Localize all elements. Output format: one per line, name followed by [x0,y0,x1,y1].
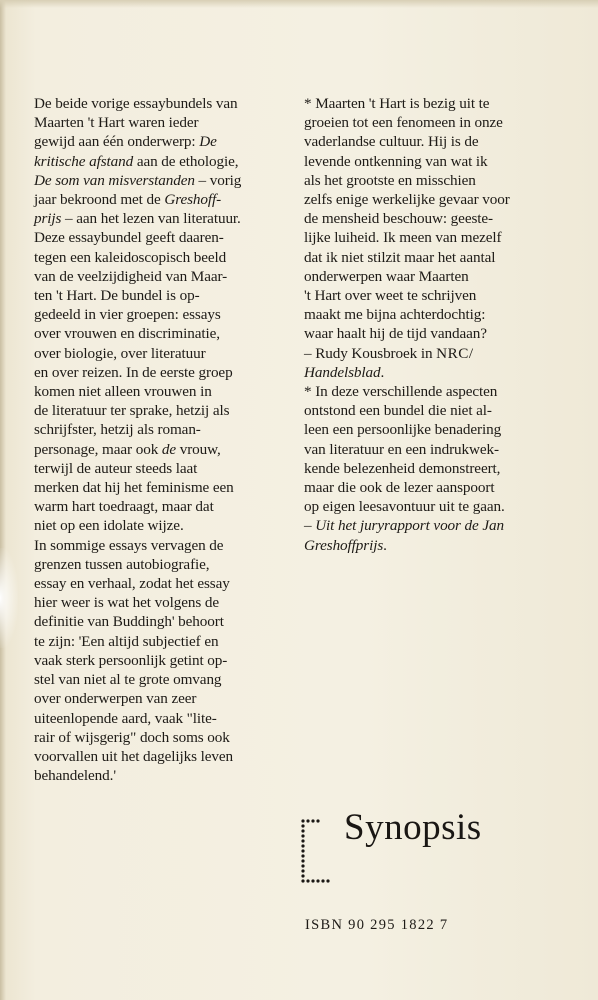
text-segment: komen niet alleen vrouwen in [34,383,212,401]
blurb-right-column [304,94,576,555]
text-segment: warm hart toedraagt, maar dat [34,498,214,516]
text-line [34,747,296,766]
text-segment: leen een persoonlijke benadering [304,421,502,439]
text-segment: maar die ook de lezer aanspoort [304,479,495,497]
small-caps-text: NRC [436,344,469,362]
text-line [304,171,576,190]
text-line [304,324,576,343]
text-line [34,190,296,209]
text-line [304,382,576,401]
text-segment: voorvallen uit het dagelijks leven [34,747,234,765]
text-line [304,459,576,478]
text-segment: over vrouwen en discriminatie, [34,325,220,343]
text-segment: groeien tot een fenomeen in onze [304,114,503,132]
text-line [34,267,296,286]
text-segment: en over reizen. In de eerste groep [34,363,233,381]
text-line [34,459,296,478]
text-segment: over onderwerpen van zeer [34,690,197,708]
text-segment: als het grootste en misschien [304,171,476,189]
text-line [34,612,296,631]
text-line [304,94,576,113]
text-line [34,401,296,420]
text-line [34,766,296,785]
text-segment: vaak sterk persoonlijk getint op- [34,651,228,669]
text-line [34,478,296,497]
text-segment: hier weer is wat het volgens de [34,594,219,612]
text-line [34,670,296,689]
text-segment: vrouw, [176,440,221,458]
text-line [304,401,576,420]
text-line [34,94,296,113]
text-segment: grenzen tussen autobiografie, [34,555,210,573]
text-segment: over biologie, over literatuur [34,344,206,362]
cover-wear-mark [0,548,18,648]
text-line [304,132,576,151]
text-line [34,209,296,228]
text-segment: behandelend.' [34,767,116,785]
text-segment: . [383,536,387,554]
text-segment: personage, maar ook [34,440,162,458]
text-segment: de mensheid beschouw: geeste- [304,210,493,228]
text-line [34,593,296,612]
text-segment: ontstond een bundel die niet al- [304,402,492,420]
text-segment: op eigen leesavontuur uit te gaan. [304,498,505,516]
italic-text: De [199,133,217,151]
text-line [34,305,296,324]
text-segment: * Maarten 't Hart is bezig uit te [304,95,490,112]
text-segment: essay en verhaal, zodat het essay [34,575,230,593]
text-segment: – aan het lezen van literatuur. [61,210,241,228]
text-line [34,709,296,728]
text-line [34,248,296,267]
text-line [304,344,576,363]
text-line [34,651,296,670]
text-line [34,344,296,363]
text-segment: tegen een kaleidoscopisch beeld [34,248,227,266]
text-segment: stel van niet al te grote omvang [34,671,222,689]
text-segment: – vorig [194,171,242,189]
text-segment: onderwerpen waar Maarten [304,267,469,285]
text-segment: lijke luiheid. Ik meen van mezelf [304,229,502,247]
text-line [304,267,576,286]
text-segment: * In deze verschillende aspecten [304,383,498,401]
text-segment: ten 't Hart. De bundel is op- [34,287,200,305]
text-line [34,497,296,516]
italic-text: prijs [34,210,62,228]
italic-text: Greshoffprijs [304,536,384,554]
text-line [304,248,576,267]
text-line [34,286,296,305]
text-segment: merken dat hij het feminisme een [34,479,234,497]
text-segment: – Rudy Kousbroek in [304,344,437,362]
text-segment: Maarten 't Hart waren ieder [34,114,199,132]
text-line [304,516,576,535]
text-line [34,382,296,401]
text-segment: terwijl de auteur steeds laat [34,459,198,477]
text-segment: van literatuur en een indrukwek- [304,440,500,458]
text-line [34,516,296,535]
text-line [304,497,576,516]
text-line [34,132,296,151]
text-line [304,536,576,555]
italic-text: de [161,440,177,458]
italic-text: Greshoff- [164,191,222,209]
text-segment: van de veelzijdigheid van Maar- [34,267,228,285]
text-segment: In sommige essays vervagen de [34,536,224,554]
italic-text: De som van misverstanden [34,171,195,189]
blurb-left-column [34,94,296,785]
text-line [34,363,296,382]
text-segment: dat ik niet stilzit maar het aantal [304,248,496,266]
text-segment: gewijd aan één onderwerp: [34,133,200,151]
text-line [34,728,296,747]
text-segment: rair of wijsgerig" doch soms ook [34,728,230,746]
cover-edge-shadow [0,0,6,1000]
isbn-number: ISBN 90 295 1822 7 [305,917,449,933]
text-segment: niet op een idolate wijze. [34,517,184,535]
text-segment: uiteenlopende aard, vaak "lite- [34,709,217,727]
text-line [304,305,576,324]
text-segment: jaar bekroond met de [34,191,165,209]
italic-text: – Uit het juryrapport voor de Jan [304,517,505,535]
italic-text: kritische afstand [34,152,134,170]
text-line [34,228,296,247]
text-segment: zelfs enige werkelijke gevaar voor [304,191,510,209]
italic-text: Handelsblad [304,363,381,381]
text-line [34,632,296,651]
text-segment: Deze essaybundel geeft daaren- [34,229,224,247]
text-line [34,420,296,439]
text-line [34,574,296,593]
synopsis-bracket-icon [300,818,330,884]
text-line [304,286,576,305]
text-segment: De beide vorige essaybundels van [34,95,238,112]
text-segment: vaderlandse cultuur. Hij is de [304,133,479,151]
text-segment: aan de ethologie, [133,152,239,170]
text-line [304,478,576,497]
cover-top-shadow [0,0,598,8]
text-line [304,440,576,459]
text-line [34,555,296,574]
text-segment: . [380,363,385,381]
text-line [34,440,296,459]
text-line [304,209,576,228]
text-segment: waar haalt hij de tijd vandaan? [304,325,487,343]
text-segment: definitie van Buddingh' behoort [34,613,224,631]
text-segment: 't Hart over weet te schrijven [304,287,477,305]
text-line [34,324,296,343]
text-line [304,190,576,209]
text-line [304,228,576,247]
text-line [34,152,296,171]
text-segment: levende ontkenning van wat ik [304,152,488,170]
text-segment: / [468,344,474,362]
text-line [304,420,576,439]
text-line [34,689,296,708]
text-line [304,363,576,382]
text-line [304,152,576,171]
text-line [304,113,576,132]
text-line [34,113,296,132]
text-segment: schrijfster, hetzij als roman- [34,421,201,439]
text-line [34,536,296,555]
text-segment: maakt me bijna achterdochtig: [304,306,486,324]
text-segment: kende belezenheid demonstreert, [304,459,501,477]
text-segment: de literatuur ter sprake, hetzij als [34,402,230,420]
text-line [34,171,296,190]
text-segment: gedeeld in vier groepen: essays [34,306,221,324]
text-segment: te zijn: 'Een altijd subjectief en [34,632,219,650]
publisher-logo-text: Synopsis [344,807,482,848]
